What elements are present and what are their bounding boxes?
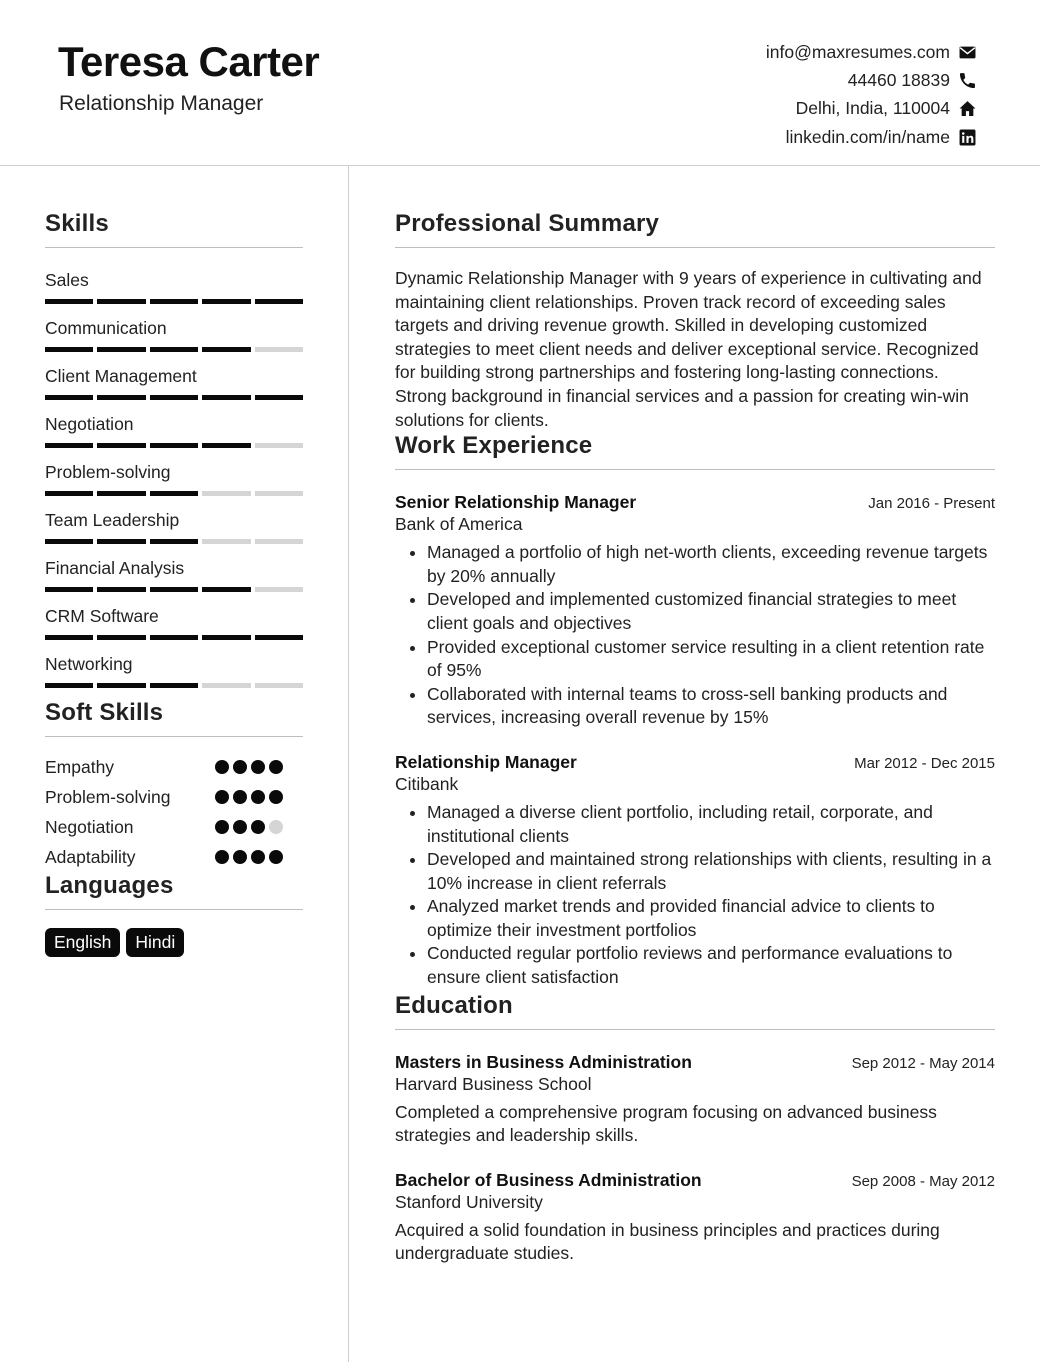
skill-name: CRM Software <box>45 606 159 626</box>
candidate-name: Teresa Carter <box>58 38 320 85</box>
skill-bar-segment <box>45 395 93 400</box>
contact-email[interactable] <box>766 38 976 66</box>
skill-bar-segment <box>97 539 145 544</box>
skill-bar-segment <box>150 443 198 448</box>
job-bullets <box>395 801 995 990</box>
contact-linkedin-text[interactable]: linkedin.com/in/name <box>785 126 950 147</box>
skill-bar-segment <box>150 587 198 592</box>
skill-bar-segment <box>97 443 145 448</box>
skill-bar-segment <box>150 539 198 544</box>
linkedin-icon <box>958 128 976 146</box>
job-company: Bank of America <box>395 514 523 535</box>
skill-level-bar <box>45 635 303 640</box>
skill-level-bar <box>45 299 303 304</box>
skill-bar-segment <box>45 539 93 544</box>
soft-skills-heading: Soft Skills <box>45 699 303 737</box>
skill-item <box>45 652 303 688</box>
education-date: Sep 2008 - May 2012 <box>851 1172 995 1190</box>
skill-name: Financial Analysis <box>45 558 185 578</box>
skill-bar-segment <box>202 683 250 688</box>
skill-bar-segment <box>97 347 145 352</box>
skill-bar-segment <box>202 395 250 400</box>
skill-bar-segment <box>255 299 303 304</box>
skill-name: Sales <box>45 270 89 290</box>
skill-name: Problem-solving <box>45 462 171 482</box>
skills-heading: Skills <box>45 210 303 248</box>
skill-bar-segment <box>150 347 198 352</box>
skill-bar-segment <box>255 539 303 544</box>
contact-address-text: Delhi, India, 110004 <box>795 98 950 119</box>
skill-bar-segment <box>150 683 198 688</box>
skills-list <box>45 268 303 688</box>
school-name: Stanford University <box>395 1191 543 1212</box>
skill-bar-segment <box>45 635 93 640</box>
soft-skill-item <box>45 842 303 872</box>
rating-dot <box>251 820 265 834</box>
languages-heading: Languages <box>45 872 303 910</box>
job-bullet: • Managed a diverse client portfolio, including retail, corporate, and institutional clients <box>427 801 995 848</box>
skill-bar-segment <box>97 683 145 688</box>
skill-bar-segment <box>255 683 303 688</box>
skill-bar-segment <box>255 443 303 448</box>
soft-skills-list <box>45 752 303 872</box>
job-title: Relationship Manager <box>395 751 577 772</box>
skill-level-bar <box>45 395 303 400</box>
home-icon <box>958 100 976 118</box>
envelope-icon <box>958 43 976 61</box>
summary-text: Dynamic Relationship Manager with 9 years of experience in cultivating and maintaining client relationships. Proven track record of exceeding sales targets and driving revenue growth. Skilled in developing customized strategies to meet client needs and deliver exceptional service. Recognized for building strong partnerships and fostering long-lasting connections. Strong background in financial services and a passion for creating win-win solutions for clients. <box>395 268 982 430</box>
skill-bar-segment <box>45 443 93 448</box>
rating-dot <box>269 820 283 834</box>
job-bullet: • Conducted regular portfolio reviews and performance evaluations to ensure client satisfaction <box>427 942 995 989</box>
skill-bar-segment <box>97 395 145 400</box>
skill-bar-segment <box>202 491 250 496</box>
rating-dot <box>233 790 247 804</box>
job-bullet: • Collaborated with internal teams to cross-sell banking products and services, increasing overall revenue by 15% <box>427 683 995 730</box>
skill-bar-segment <box>45 299 93 304</box>
candidate-title: Relationship Manager <box>59 92 264 115</box>
education-description: Completed a comprehensive program focusing on advanced business strategies and leadership skills. <box>395 1101 937 1146</box>
rating-dot <box>269 850 283 864</box>
education-entry <box>395 1170 995 1266</box>
skill-level-bar <box>45 347 303 352</box>
skill-bar-segment <box>255 491 303 496</box>
skill-bar-segment <box>45 347 93 352</box>
contact-email-text[interactable]: info@maxresumes.com <box>765 41 950 62</box>
rating-dot <box>215 820 229 834</box>
language-badge: Hindi <box>126 928 184 957</box>
skill-name: Client Management <box>45 366 197 386</box>
experience-list <box>395 492 995 990</box>
soft-skill-rating <box>215 820 283 834</box>
skill-item <box>45 412 303 448</box>
language-badge: English <box>45 928 120 957</box>
education-heading: Education <box>395 992 995 1030</box>
degree-name: Masters in Business Administration <box>395 1051 692 1072</box>
skill-bar-segment <box>202 539 250 544</box>
skill-bar-segment <box>255 395 303 400</box>
job-header <box>395 752 995 773</box>
skill-level-bar <box>45 539 303 544</box>
job-bullet: • Managed a portfolio of high net-worth clients, exceeding revenue targets by 20% annually <box>427 541 995 588</box>
job-date: Jan 2016 - Present <box>868 495 995 513</box>
rating-dot <box>233 850 247 864</box>
contact-phone[interactable] <box>766 66 976 94</box>
skill-name: Team Leadership <box>45 510 180 530</box>
languages-list <box>45 928 303 957</box>
skill-bar-segment <box>202 587 250 592</box>
soft-skill-name: Problem-solving <box>45 786 171 807</box>
skill-item <box>45 460 303 496</box>
skill-bar-segment <box>255 587 303 592</box>
skill-item <box>45 364 303 400</box>
contact-block <box>766 38 976 151</box>
education-date: Sep 2012 - May 2014 <box>851 1054 995 1072</box>
skill-bar-segment <box>202 443 250 448</box>
soft-skill-item <box>45 782 303 812</box>
skill-bar-segment <box>150 491 198 496</box>
job-bullet: • Developed and maintained strong relationships with clients, resulting in a 10% increase in client referrals <box>427 848 995 895</box>
job-title: Senior Relationship Manager <box>395 492 637 513</box>
skill-level-bar <box>45 683 303 688</box>
skill-bar-segment <box>45 683 93 688</box>
job-date: Mar 2012 - Dec 2015 <box>854 754 995 772</box>
skill-bar-segment <box>97 635 145 640</box>
skill-name: Communication <box>45 318 167 338</box>
soft-skill-item <box>45 752 303 782</box>
skill-bar-segment <box>150 635 198 640</box>
skill-level-bar <box>45 443 303 448</box>
skill-item <box>45 508 303 544</box>
skill-item <box>45 316 303 352</box>
education-list <box>395 1052 995 1266</box>
skill-bar-segment <box>45 587 93 592</box>
soft-skill-rating <box>215 850 283 864</box>
skill-bar-segment <box>255 347 303 352</box>
soft-skill-name: Negotiation <box>45 816 134 837</box>
soft-skill-item <box>45 812 303 842</box>
education-description: Acquired a solid foundation in business principles and practices during undergraduate studies. <box>395 1219 940 1264</box>
skill-bar-segment <box>97 491 145 496</box>
contact-linkedin[interactable] <box>766 123 976 151</box>
skill-bar-segment <box>97 587 145 592</box>
rating-dot <box>269 760 283 774</box>
rating-dot <box>215 790 229 804</box>
rating-dot <box>251 850 265 864</box>
rating-dot <box>251 760 265 774</box>
school-name: Harvard Business School <box>395 1073 592 1094</box>
job-entry <box>395 492 995 730</box>
skill-bar-segment <box>150 299 198 304</box>
degree-name: Bachelor of Business Administration <box>395 1169 702 1190</box>
skill-bar-segment <box>255 635 303 640</box>
soft-skill-name: Empathy <box>45 756 115 777</box>
rating-dot <box>233 820 247 834</box>
job-header <box>395 492 995 513</box>
rating-dot <box>269 790 283 804</box>
rating-dot <box>233 760 247 774</box>
rating-dot <box>215 760 229 774</box>
education-entry <box>395 1052 995 1148</box>
skill-bar-segment <box>202 299 250 304</box>
skill-bar-segment <box>97 299 145 304</box>
skill-bar-segment <box>202 347 250 352</box>
job-company: Citibank <box>395 773 459 794</box>
job-bullets <box>395 541 995 730</box>
resume-header <box>0 0 1040 166</box>
skill-level-bar <box>45 587 303 592</box>
soft-skill-rating <box>215 760 283 774</box>
contact-phone-text[interactable]: 44460 18839 <box>847 69 950 90</box>
experience-heading: Work Experience <box>395 432 995 470</box>
job-entry <box>395 752 995 990</box>
job-bullet: • Developed and implemented customized financial strategies to meet client goals and objectives <box>427 588 995 635</box>
skill-bar-segment <box>45 491 93 496</box>
skill-level-bar <box>45 491 303 496</box>
right-column <box>395 210 995 1266</box>
skill-bar-segment <box>150 395 198 400</box>
rating-dot <box>251 790 265 804</box>
rating-dot <box>215 850 229 864</box>
soft-skill-rating <box>215 790 283 804</box>
skill-item <box>45 604 303 640</box>
summary-heading: Professional Summary <box>395 210 995 248</box>
skill-name: Negotiation <box>45 414 134 434</box>
job-bullet: • Provided exceptional customer service resulting in a client retention rate of 95% <box>427 636 995 683</box>
skill-item <box>45 556 303 592</box>
education-header <box>395 1052 995 1073</box>
skill-item <box>45 268 303 304</box>
soft-skill-name: Adaptability <box>45 846 136 867</box>
phone-icon <box>958 71 976 89</box>
skill-name: Networking <box>45 654 133 674</box>
column-divider <box>348 166 349 1362</box>
job-bullet: • Analyzed market trends and provided financial advice to clients to optimize their investment portfolios <box>427 895 995 942</box>
education-header <box>395 1170 995 1191</box>
contact-address <box>766 95 976 123</box>
left-column <box>45 210 303 957</box>
skill-bar-segment <box>202 635 250 640</box>
